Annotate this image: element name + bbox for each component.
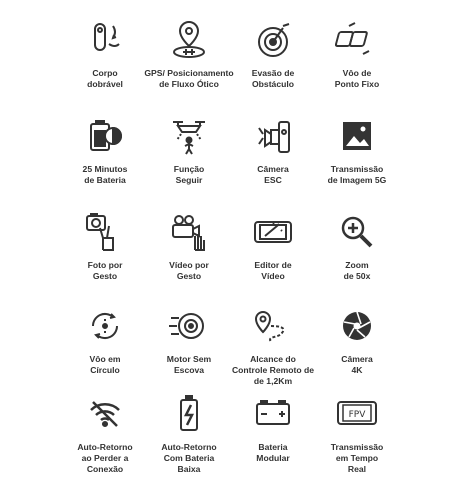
- feature-label: GPS/ Posicionamento de Fluxo Ótico: [144, 68, 234, 89]
- feature-label: Corpo dobrável: [87, 68, 123, 89]
- feature-label: Auto-Retorno ao Perder a Conexão: [77, 442, 133, 474]
- feature-label: Foto por Gesto: [87, 260, 123, 281]
- feature-label: Vídeo por Gesto: [169, 260, 209, 281]
- feature-label: Vôo em Círculo: [89, 354, 121, 375]
- radar-icon: [251, 18, 295, 62]
- low-battery-icon: [167, 392, 211, 436]
- feature-label: 25 Minutos de Bateria: [82, 164, 128, 185]
- battery-clock-icon: [83, 114, 127, 158]
- feature-label: Alcance do Controle Remoto de de 1,2Km: [231, 354, 315, 386]
- fixed-point-icon: [335, 18, 379, 62]
- feature-4k-camera: [302, 304, 412, 376]
- feature-realtime-transmission: [302, 392, 412, 475]
- gesture-photo-icon: [83, 210, 127, 254]
- fpv-text: FPV: [348, 410, 366, 420]
- image-transmission-icon: [335, 114, 379, 158]
- feature-label: Auto-Retorno Com Bateria Baixa: [161, 442, 217, 474]
- video-editor-icon: [251, 210, 295, 254]
- wifi-off-icon: [83, 392, 127, 436]
- modular-battery-icon: [251, 392, 295, 436]
- gps-pin-icon: [167, 18, 211, 62]
- follow-drone-icon: [167, 114, 211, 158]
- feature-label: Câmera ESC: [257, 164, 289, 185]
- feature-label: Transmissão em Tempo Real: [330, 442, 384, 474]
- feature-image-transmission: [302, 114, 412, 186]
- aperture-icon: [335, 304, 379, 348]
- fpv-icon: [335, 392, 379, 436]
- brushless-motor-icon: [167, 304, 211, 348]
- folding-drone-icon: [83, 18, 127, 62]
- gesture-video-icon: [167, 210, 211, 254]
- feature-label: Câmera 4K: [341, 354, 373, 375]
- feature-label: Editor de Vídeo: [254, 260, 292, 281]
- feature-label: Transmissão de Imagem 5G: [327, 164, 387, 185]
- feature-label: Motor Sem Escova: [166, 354, 212, 375]
- zoom-icon: [335, 210, 379, 254]
- feature-label: Função Seguir: [173, 164, 205, 185]
- feature-label: Vôo de Ponto Fixo: [334, 68, 380, 89]
- feature-label: Evasão de Obstáculo: [251, 68, 295, 89]
- feature-zoom: [302, 210, 412, 282]
- feature-label: Bateria Modular: [256, 442, 290, 463]
- feature-label: Zoom de 50x: [343, 260, 371, 281]
- range-icon: [251, 304, 295, 348]
- esc-camera-icon: [251, 114, 295, 158]
- circle-flight-icon: [83, 304, 127, 348]
- feature-fixed-point: [302, 18, 412, 90]
